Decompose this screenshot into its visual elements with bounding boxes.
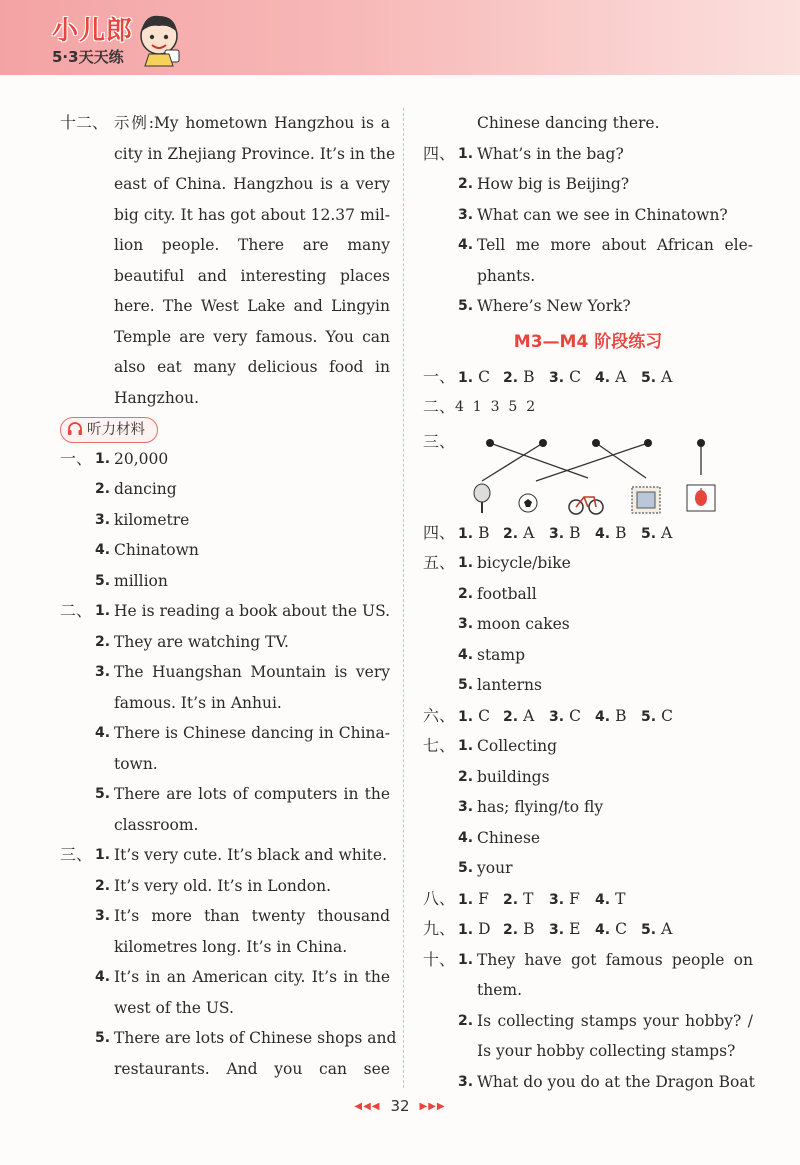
match-line [536, 443, 648, 481]
answer-text: buildings [477, 767, 550, 786]
item-number: 4. [458, 237, 474, 253]
item-number: 3. [549, 369, 565, 386]
item-number: 5. [458, 677, 474, 693]
answer-text: What’s in the bag? [477, 144, 624, 163]
badminton-racket-icon [474, 484, 490, 513]
answer-text: There is Chinese dancing in China- [114, 724, 390, 742]
answer-text: restaurants. And you can see [114, 1059, 390, 1078]
answer-text: What do you do at the Dragon Boat [477, 1072, 755, 1091]
answer-text: phants. [477, 266, 536, 285]
ordering-answer: 4 1 3 5 2 [455, 399, 536, 415]
listening-material-badge [60, 417, 158, 443]
section-label-8: 八、 [423, 888, 456, 908]
item-number: 1. [458, 891, 474, 908]
item-number: 4. [595, 525, 611, 542]
page-number: 32 [390, 1097, 410, 1115]
answer-letter: B [615, 523, 627, 542]
answer-text: Is collecting stamps your hobby? / [477, 1011, 753, 1030]
item-number: 3. [458, 616, 474, 632]
item-number: 2. [458, 768, 474, 785]
section-label-7: 七、 [423, 736, 456, 755]
item-number: 3. [549, 708, 565, 725]
answer-letter: D [478, 920, 491, 938]
essay-line: beautiful and interesting places [114, 266, 390, 285]
essay-line: big city. It has got about 12.37 mil- [114, 205, 390, 224]
match-line [596, 443, 646, 478]
answer-text: classroom. [114, 815, 199, 834]
answer-text: It’s more than twenty thousand [114, 907, 390, 925]
answer-text: They are watching TV. [114, 632, 289, 651]
answer-text: He is reading a book about the US. [114, 602, 391, 620]
item-number: 5. [458, 860, 474, 876]
item-number: 2. [95, 877, 111, 894]
practice-row-1 [423, 362, 753, 393]
item-number: 4. [95, 542, 111, 558]
item-number: 3. [95, 511, 111, 528]
essay-line: east of China. Hangzhou is a very [114, 175, 390, 193]
answer-text: million [114, 571, 168, 590]
essay-line: lion people. There are many [114, 236, 390, 254]
answer-text: bicycle/bike [477, 554, 571, 572]
answer-letter: B [569, 523, 581, 542]
answer-text: dancing [114, 480, 177, 498]
answer-text: There are lots of Chinese shops and [114, 1029, 397, 1047]
listening-material-label: 听力材料 [87, 422, 145, 438]
item-number: 1. [458, 738, 474, 754]
item-number: 4. [595, 369, 611, 386]
brand-subtitle: 5·3天天练 [52, 48, 124, 66]
item-number: 1. [458, 555, 474, 571]
answer-text: kilometres long. It’s in China. [114, 937, 348, 956]
item-number: 3. [549, 922, 565, 938]
answer-text: It’s very old. It’s in London. [114, 876, 332, 895]
answer-text: It’s very cute. It’s black and white. [114, 846, 387, 864]
answer-letter: T [523, 889, 534, 908]
answer-text: town. [114, 754, 158, 773]
item-number: 2. [95, 481, 111, 497]
answer-text: football [477, 584, 537, 603]
section-label-10: 十、 [423, 949, 456, 969]
answer-text: Chinese dancing there. [477, 114, 660, 132]
item-number: 1. [95, 450, 111, 467]
item-number: 2. [458, 176, 474, 192]
section-label-1: 一、 [423, 366, 456, 386]
item-number: 5. [95, 572, 111, 589]
practice-row-6 [423, 701, 753, 732]
item-number: 5. [641, 922, 657, 938]
item-number: 4. [458, 829, 474, 846]
answer-letter: A [615, 367, 627, 386]
item-number: 1. [458, 708, 474, 725]
answer-letter: A [523, 523, 535, 542]
answer-letter: C [615, 920, 627, 938]
right-arrows-icon: ▶▶▶ [419, 1101, 446, 1112]
section-label-3: 三、 [423, 431, 456, 451]
item-number: 2. [503, 369, 519, 386]
answer-letter: B [478, 523, 490, 542]
item-number: 4. [595, 922, 611, 938]
left-column [60, 108, 397, 1084]
football-icon [519, 494, 537, 512]
item-number: 1. [458, 369, 474, 386]
answer-letter: B [523, 367, 535, 386]
answer-text: 20,000 [114, 449, 169, 468]
section-label-5: 五、 [423, 553, 456, 572]
answer-text: lanterns [477, 676, 542, 694]
essay-line: also eat many delicious food in [114, 358, 390, 376]
match-dot [697, 439, 705, 447]
mascot-boy-icon [135, 12, 183, 68]
answer-letter: A [661, 920, 673, 938]
item-number: 2. [503, 922, 519, 938]
item-number: 5. [641, 708, 657, 725]
practice-row-9 [423, 914, 753, 945]
answer-text: has; flying/to fly [477, 798, 604, 816]
answer-text: Collecting [477, 737, 558, 755]
essay-first-line [60, 108, 390, 139]
answer-text: your [477, 859, 513, 877]
page-footer [0, 1097, 800, 1115]
section-label-3: 三、 [60, 845, 93, 864]
section-label-9: 九、 [423, 919, 456, 938]
item-number: 1. [458, 951, 474, 968]
answer-letter: F [569, 889, 580, 908]
answer-text: famous. It’s in Anhui. [114, 693, 282, 712]
answer-text: them. [477, 981, 523, 999]
section-label-4: 四、 [423, 143, 456, 163]
answer-letter: C [661, 706, 673, 725]
item-number: 5. [641, 369, 657, 386]
item-number: 3. [458, 799, 474, 815]
answer-letter: C [478, 706, 490, 725]
item-number: 4. [95, 725, 111, 741]
item-number: 1. [458, 922, 474, 938]
practice-row-8 [423, 884, 753, 915]
item-number: 4. [595, 708, 611, 725]
item-number: 4. [595, 891, 611, 908]
section-label-2: 二、 [423, 397, 456, 416]
match-dot [592, 439, 600, 447]
answer-letter: A [523, 706, 535, 725]
item-number: 3. [95, 664, 111, 680]
listening-material-row [60, 413, 390, 444]
answer-text: There are lots of computers in the [114, 785, 390, 803]
item-number: 2. [503, 891, 519, 908]
item-number: 4. [95, 969, 111, 985]
item-number: 2. [95, 633, 111, 650]
match-line [482, 443, 543, 481]
answer-text: What can we see in Chinatown? [477, 205, 728, 224]
answer-text: stamp [477, 645, 526, 664]
answer-letter: A [661, 367, 673, 386]
item-number: 3. [549, 525, 565, 542]
bicycle-icon [569, 497, 603, 514]
answer-text: How big is Beijing? [477, 175, 630, 193]
item-number: 2. [458, 585, 474, 602]
item-number: 2. [458, 1012, 474, 1029]
answer-letter: C [478, 367, 490, 386]
answer-text: west of the US. [114, 998, 234, 1017]
item-number: 1. [458, 145, 474, 162]
item-number: 3. [549, 891, 565, 908]
section-label-2: 二、 [60, 601, 93, 620]
answer-letter: T [615, 889, 626, 908]
match-dot [644, 439, 652, 447]
item-number: 2. [503, 525, 519, 542]
brand-logo-text: 小儿郎 [52, 16, 134, 46]
practice-section-title: M3—M4 阶段练习 [513, 331, 663, 352]
section-label-12: 十二、 [60, 113, 109, 132]
match-dot [486, 439, 494, 447]
matching-exercise [423, 423, 753, 518]
answer-text: Chinatown [114, 541, 199, 559]
answer-text: The Huangshan Mountain is very [114, 663, 390, 681]
item-number: 5. [95, 1030, 111, 1046]
item-number: 3. [95, 908, 111, 924]
essay-line: 示例:My hometown Hangzhou is a [114, 114, 390, 132]
answer-letter: E [569, 920, 581, 938]
answer-text: Where’s New York? [477, 297, 631, 315]
right-column [423, 108, 753, 1097]
answer-letter: B [615, 706, 627, 725]
item-number: 5. [458, 298, 474, 314]
essay-line: here. The West Lake and Lingyin [114, 297, 390, 315]
essay-line: city in Zhejiang Province. It’s in the [114, 144, 396, 163]
answer-letter: C [569, 367, 581, 386]
item-number: 1. [95, 603, 111, 619]
practice-row-2 [423, 392, 753, 423]
lantern-icon [687, 485, 715, 511]
stamp-icon [632, 487, 660, 513]
essay-line: Temple are very famous. You can [114, 327, 390, 346]
item-number: 3. [458, 206, 474, 223]
answer-text: It’s in an American city. It’s in the [114, 968, 390, 986]
item-number: 3. [458, 1073, 474, 1090]
match-dot [539, 439, 547, 447]
answer-letter: C [569, 706, 581, 725]
section-label-6: 六、 [423, 705, 456, 725]
practice-row-4 [423, 518, 753, 549]
essay-line: Hangzhou. [114, 388, 200, 407]
item-number: 5. [641, 525, 657, 542]
column-divider [403, 108, 404, 1088]
answer-letter: B [523, 920, 535, 938]
answer-text: They have got famous people on [477, 950, 753, 969]
answer-letter: F [478, 889, 489, 908]
answer-text: Chinese [477, 828, 541, 847]
item-number: 5. [95, 786, 111, 802]
answer-text: kilometre [114, 510, 190, 529]
answer-letter: A [661, 523, 673, 542]
item-number: 2. [503, 708, 519, 725]
section-label-1: 一、 [60, 448, 93, 468]
answer-text: Is your hobby collecting stamps? [477, 1042, 736, 1060]
answer-text: Tell me more about African ele- [477, 236, 753, 254]
match-line [490, 443, 588, 478]
section-label-4: 四、 [423, 522, 456, 542]
item-number: 1. [458, 525, 474, 542]
item-number: 4. [458, 646, 474, 663]
header-banner [0, 0, 800, 75]
item-number: 1. [95, 847, 111, 863]
answer-text: moon cakes [477, 615, 570, 633]
headphones-icon [67, 421, 83, 437]
matching-lines-diagram [468, 423, 768, 518]
left-arrows-icon: ◀◀◀ [354, 1101, 381, 1112]
